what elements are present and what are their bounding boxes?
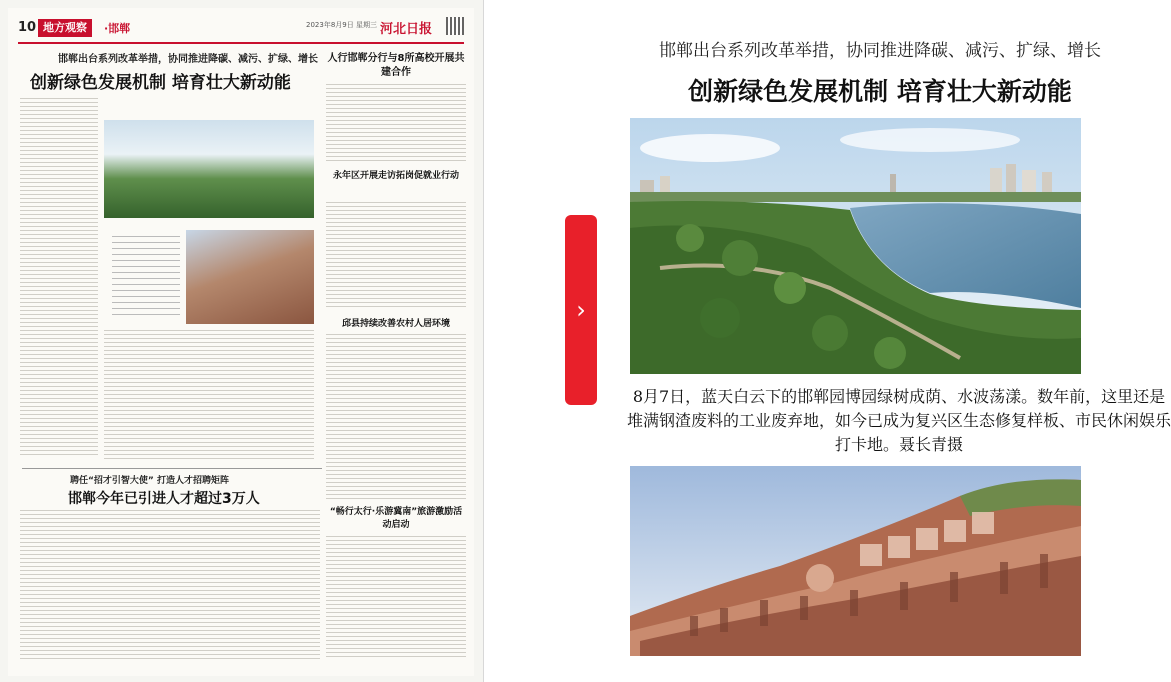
divider bbox=[22, 468, 322, 469]
side-headline: 永年区开展走访拓岗促就业行动 bbox=[332, 171, 459, 181]
text-column bbox=[20, 98, 98, 458]
photo-caption: 8月7日，蓝天白云下的邯郸园博园绿树成荫、水波荡漾。数年前，这里还是堆满钢渣废料的工业废弃地，如今已成为复兴区生态修复样板、市民休闲娱乐打卡地。聂长青摄 bbox=[626, 387, 1171, 454]
article-title: 创新绿色发展机制 培育壮大新动能 bbox=[688, 77, 1072, 106]
park-photo bbox=[630, 118, 1081, 374]
text-column bbox=[104, 330, 314, 460]
lower-kicker: 聘任“招才引智大使” 打造人才招聘矩阵 bbox=[70, 476, 229, 486]
lower-headline: 邯郸今年已引进人才超过3万人 bbox=[68, 491, 260, 507]
text-column bbox=[326, 334, 466, 499]
date-line: 2023年8月9日 星期三 bbox=[306, 21, 377, 29]
article-subtitle: 邯郸出台系列改革举措，协同推进降碳、减污、扩绿、增长 bbox=[659, 41, 1101, 61]
side-headline: 人行邯郸分行与8所高校开展共建合作 bbox=[327, 53, 465, 78]
park-photo-illustration bbox=[630, 118, 1081, 374]
relief-wall-photo bbox=[630, 466, 1081, 656]
newspaper-logo: 河北日报 bbox=[380, 22, 433, 37]
masthead bbox=[18, 16, 464, 44]
page-sheet bbox=[8, 8, 474, 676]
lead-photo-thumbnail bbox=[104, 120, 314, 218]
text-column bbox=[326, 202, 466, 308]
lead-headline: 创新绿色发展机制 培育壮大新动能 bbox=[30, 73, 291, 93]
lead-kicker: 邯郸出台系列改革举措，协同推进降碳、减污、扩绿、增长 bbox=[58, 54, 318, 65]
page-number: 10 bbox=[18, 20, 37, 35]
side-headline: “畅行太行·乐游冀南”旅游激励活动启动 bbox=[329, 507, 463, 530]
text-column bbox=[20, 510, 320, 660]
next-page-button[interactable]: › bbox=[565, 215, 597, 405]
secondary-photo-thumbnail bbox=[186, 230, 314, 324]
qr-code-icon bbox=[446, 17, 464, 35]
relief-wall-illustration bbox=[630, 466, 1081, 656]
side-headline: 邱县持续改善农村人居环境 bbox=[341, 319, 450, 329]
newspaper-page-thumbnail[interactable] bbox=[0, 0, 484, 682]
text-column bbox=[326, 84, 466, 164]
section-badge: 地方观察 bbox=[38, 19, 92, 37]
section-city: ·邯郸 bbox=[104, 22, 131, 35]
photo-caption-lines bbox=[112, 236, 180, 316]
text-column bbox=[326, 536, 466, 660]
